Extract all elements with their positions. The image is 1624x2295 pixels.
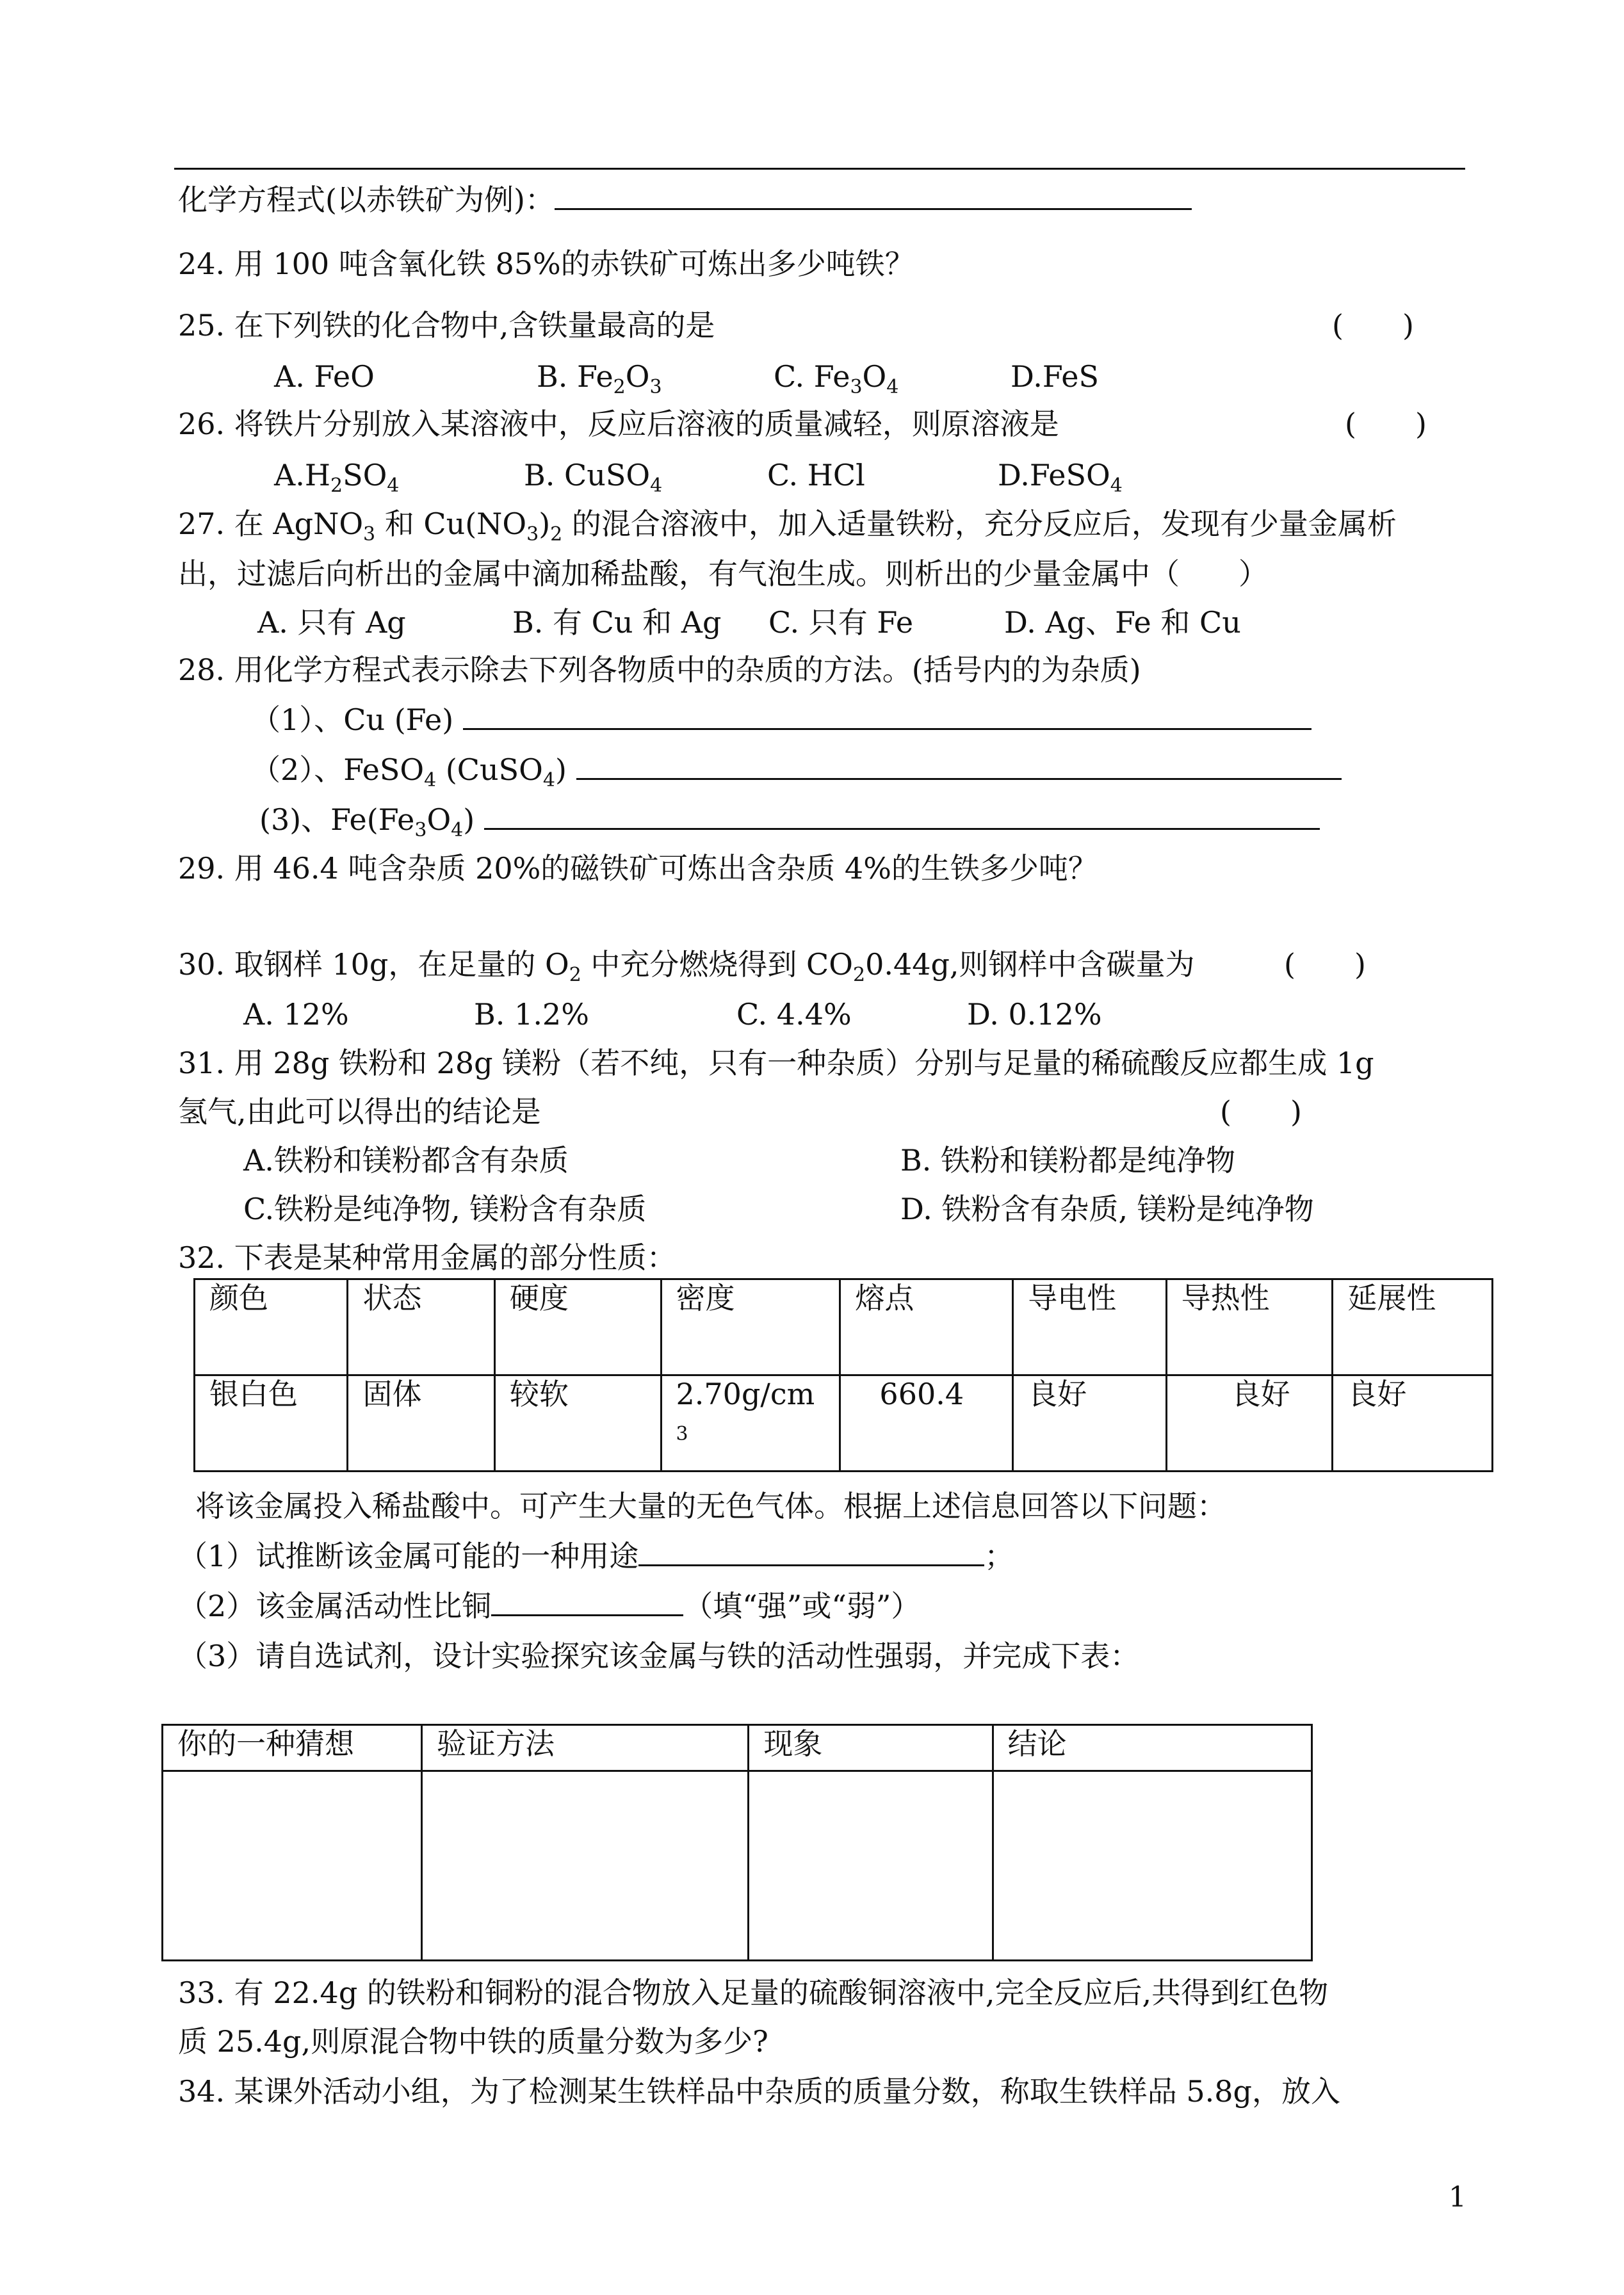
answer-paren: ( ): [1220, 1094, 1302, 1129]
question-30: 30. 取钢样 10g，在足量的 $O_2$ 中充分燃烧得到 $CO_20.44g$,则钢样中含碳量为: [178, 947, 1195, 986]
question-31-line1: 31. 用 28g 铁粉和 28g 镁粉（若不纯，只有一种杂质）分别与足量的稀硫酸反应都生成 1g: [178, 1046, 1374, 1080]
option-a: A. 12%: [243, 997, 349, 1032]
question-33-line2: 质 25.4g,则原混合物中铁的质量分数为多少?: [178, 2024, 768, 2059]
option-b: B. 铁粉和镁粉都是纯净物: [900, 1143, 1236, 1178]
table-header: 密度: [661, 1279, 840, 1375]
answer-blank: [576, 752, 1342, 780]
question-29: 29. 用 46.4 吨含杂质 20%的磁铁矿可炼出含杂质 4%的生铁多少吨？: [178, 851, 1098, 886]
answer-blank: [463, 702, 1311, 730]
table-header: 现象: [749, 1725, 993, 1771]
question-32-sub1: （1）试推断该金属可能的一种用途 ；: [178, 1539, 1014, 1573]
question-25: 25. 在下列铁的化合物中,含铁量最高的是: [178, 308, 715, 343]
table-header: 导电性: [1013, 1279, 1166, 1375]
table-header: 你的一种猜想: [163, 1725, 422, 1771]
properties-table: [193, 1278, 1493, 1472]
question-31-line2: 氢气,由此可以得出的结论是: [178, 1094, 541, 1129]
table-cell: 660.4: [840, 1375, 1013, 1472]
page-number: 1: [1449, 2181, 1466, 2214]
table-cell: 良好: [1333, 1375, 1493, 1472]
question-33-line1: 33. 有 22.4g 的铁粉和铜粉的混合物放入足量的硫酸铜溶液中,完全反应后,共得到红色物: [178, 1975, 1329, 2010]
option-d: D. 0.12%: [967, 997, 1102, 1032]
option-b: B. 1.2%: [474, 997, 589, 1032]
answer-paren: ( ): [1284, 947, 1366, 982]
option-b: B. CuSO$_4$: [524, 458, 663, 497]
table-cell[interactable]: [163, 1771, 422, 1961]
table-header-row: [195, 1279, 1493, 1375]
option-a: A. FeO: [274, 359, 375, 394]
table-cell: 良好: [1166, 1375, 1333, 1472]
item-1: （1）、Cu (Fe): [251, 701, 1311, 739]
table-header: 结论: [993, 1725, 1311, 1771]
option-b: B. $Fe_2O_3$: [537, 359, 662, 398]
option-c: C. HCl: [767, 458, 865, 492]
table-header: 颜色: [195, 1279, 348, 1375]
table-header-row: [163, 1725, 1312, 1771]
option-b: B. 有 Cu 和 Ag: [512, 605, 722, 640]
option-c: C.铁粉是纯净物, 镁粉含有杂质: [243, 1192, 647, 1226]
option-d: D. 铁粉含有杂质, 镁粉是纯净物: [900, 1192, 1314, 1226]
answer-blank: [638, 1539, 984, 1566]
table-cell[interactable]: [993, 1771, 1311, 1961]
option-a: $A.H_2SO_4$: [274, 458, 400, 497]
table-cell: 固体: [348, 1375, 494, 1472]
option-c: C. $Fe_3O_4$: [774, 359, 899, 398]
table-cell[interactable]: [749, 1771, 993, 1961]
option-d: D. Ag、Fe 和 Cu: [1004, 605, 1241, 640]
equation-prompt: 化学方程式(以赤铁矿为例)：: [178, 181, 1192, 219]
question-27-line1: 27. 在 AgNO$_3$ 和 $Cu(NO_3)_2$ 的混合溶液中，加入适量铁粉，充分反应后，发现有少量金属析: [178, 507, 1397, 546]
table-header: 硬度: [494, 1279, 661, 1375]
question-32: 32. 下表是某种常用金属的部分性质：: [178, 1240, 676, 1275]
table-cell: 2.70g/cm 3: [661, 1375, 840, 1472]
experiment-table: [161, 1724, 1313, 1961]
answer-paren: ( ): [1332, 308, 1414, 343]
item-3: (3)、$Fe(Fe_3O_4)$: [259, 800, 1320, 839]
question-32-sub3: （3）请自选试剂，设计实验探究该金属与铁的活动性强弱，并完成下表：: [178, 1639, 1140, 1673]
answer-blank: [484, 802, 1320, 830]
table-header: 状态: [348, 1279, 494, 1375]
table-cell[interactable]: [422, 1771, 749, 1961]
option-d: D.FeS: [1011, 359, 1099, 394]
item-2: （2）、FeSO$_4$ (CuSO$_4$): [251, 750, 1342, 789]
question-32-sub2: （2）该金属活动性比铜 （填“强”或“弱”）: [178, 1589, 921, 1623]
option-c: C. 只有 Fe: [768, 605, 914, 640]
table-header: 导热性: [1166, 1279, 1333, 1375]
table-row: [163, 1771, 1312, 1961]
header-rule: [174, 168, 1465, 170]
option-a: A. 只有 Ag: [257, 605, 406, 640]
equation-answer-blank: [555, 182, 1192, 210]
table-cell: 银白色: [195, 1375, 348, 1472]
answer-paren: ( ): [1345, 407, 1427, 441]
question-26: 26. 将铁片分别放入某溶液中，反应后溶液的质量减轻，则原溶液是: [178, 407, 1059, 441]
table-cell: 较软: [494, 1375, 661, 1472]
table-row: [195, 1375, 1493, 1472]
table-header: 验证方法: [422, 1725, 749, 1771]
option-a: A.铁粉和镁粉都含有杂质: [243, 1143, 569, 1178]
option-c: C. 4.4%: [736, 997, 852, 1032]
table-cell: 良好: [1013, 1375, 1166, 1472]
question-28: 28. 用化学方程式表示除去下列各物质中的杂质的方法。(括号内的为杂质): [178, 653, 1141, 687]
question-34-line1: 34. 某课外活动小组，为了检测某生铁样品中杂质的质量分数，称取生铁样品 5.8g，放入: [178, 2074, 1341, 2109]
table-header: 熔点: [840, 1279, 1013, 1375]
question-27-line2: 出，过滤后向析出的金属中滴加稀盐酸，有气泡生成。则析出的少量金属中（ ）: [178, 556, 1268, 591]
question-24: 24. 用 100 吨含氧化铁 85%的赤铁矿可炼出多少吨铁？: [178, 247, 914, 281]
option-d: D.FeSO$_4$: [998, 458, 1123, 497]
question-32-followup: 将该金属投入稀盐酸中。可产生大量的无色气体。根据上述信息回答以下问题：: [195, 1489, 1226, 1523]
table-header: 延展性: [1333, 1279, 1493, 1375]
answer-blank: [491, 1589, 683, 1616]
